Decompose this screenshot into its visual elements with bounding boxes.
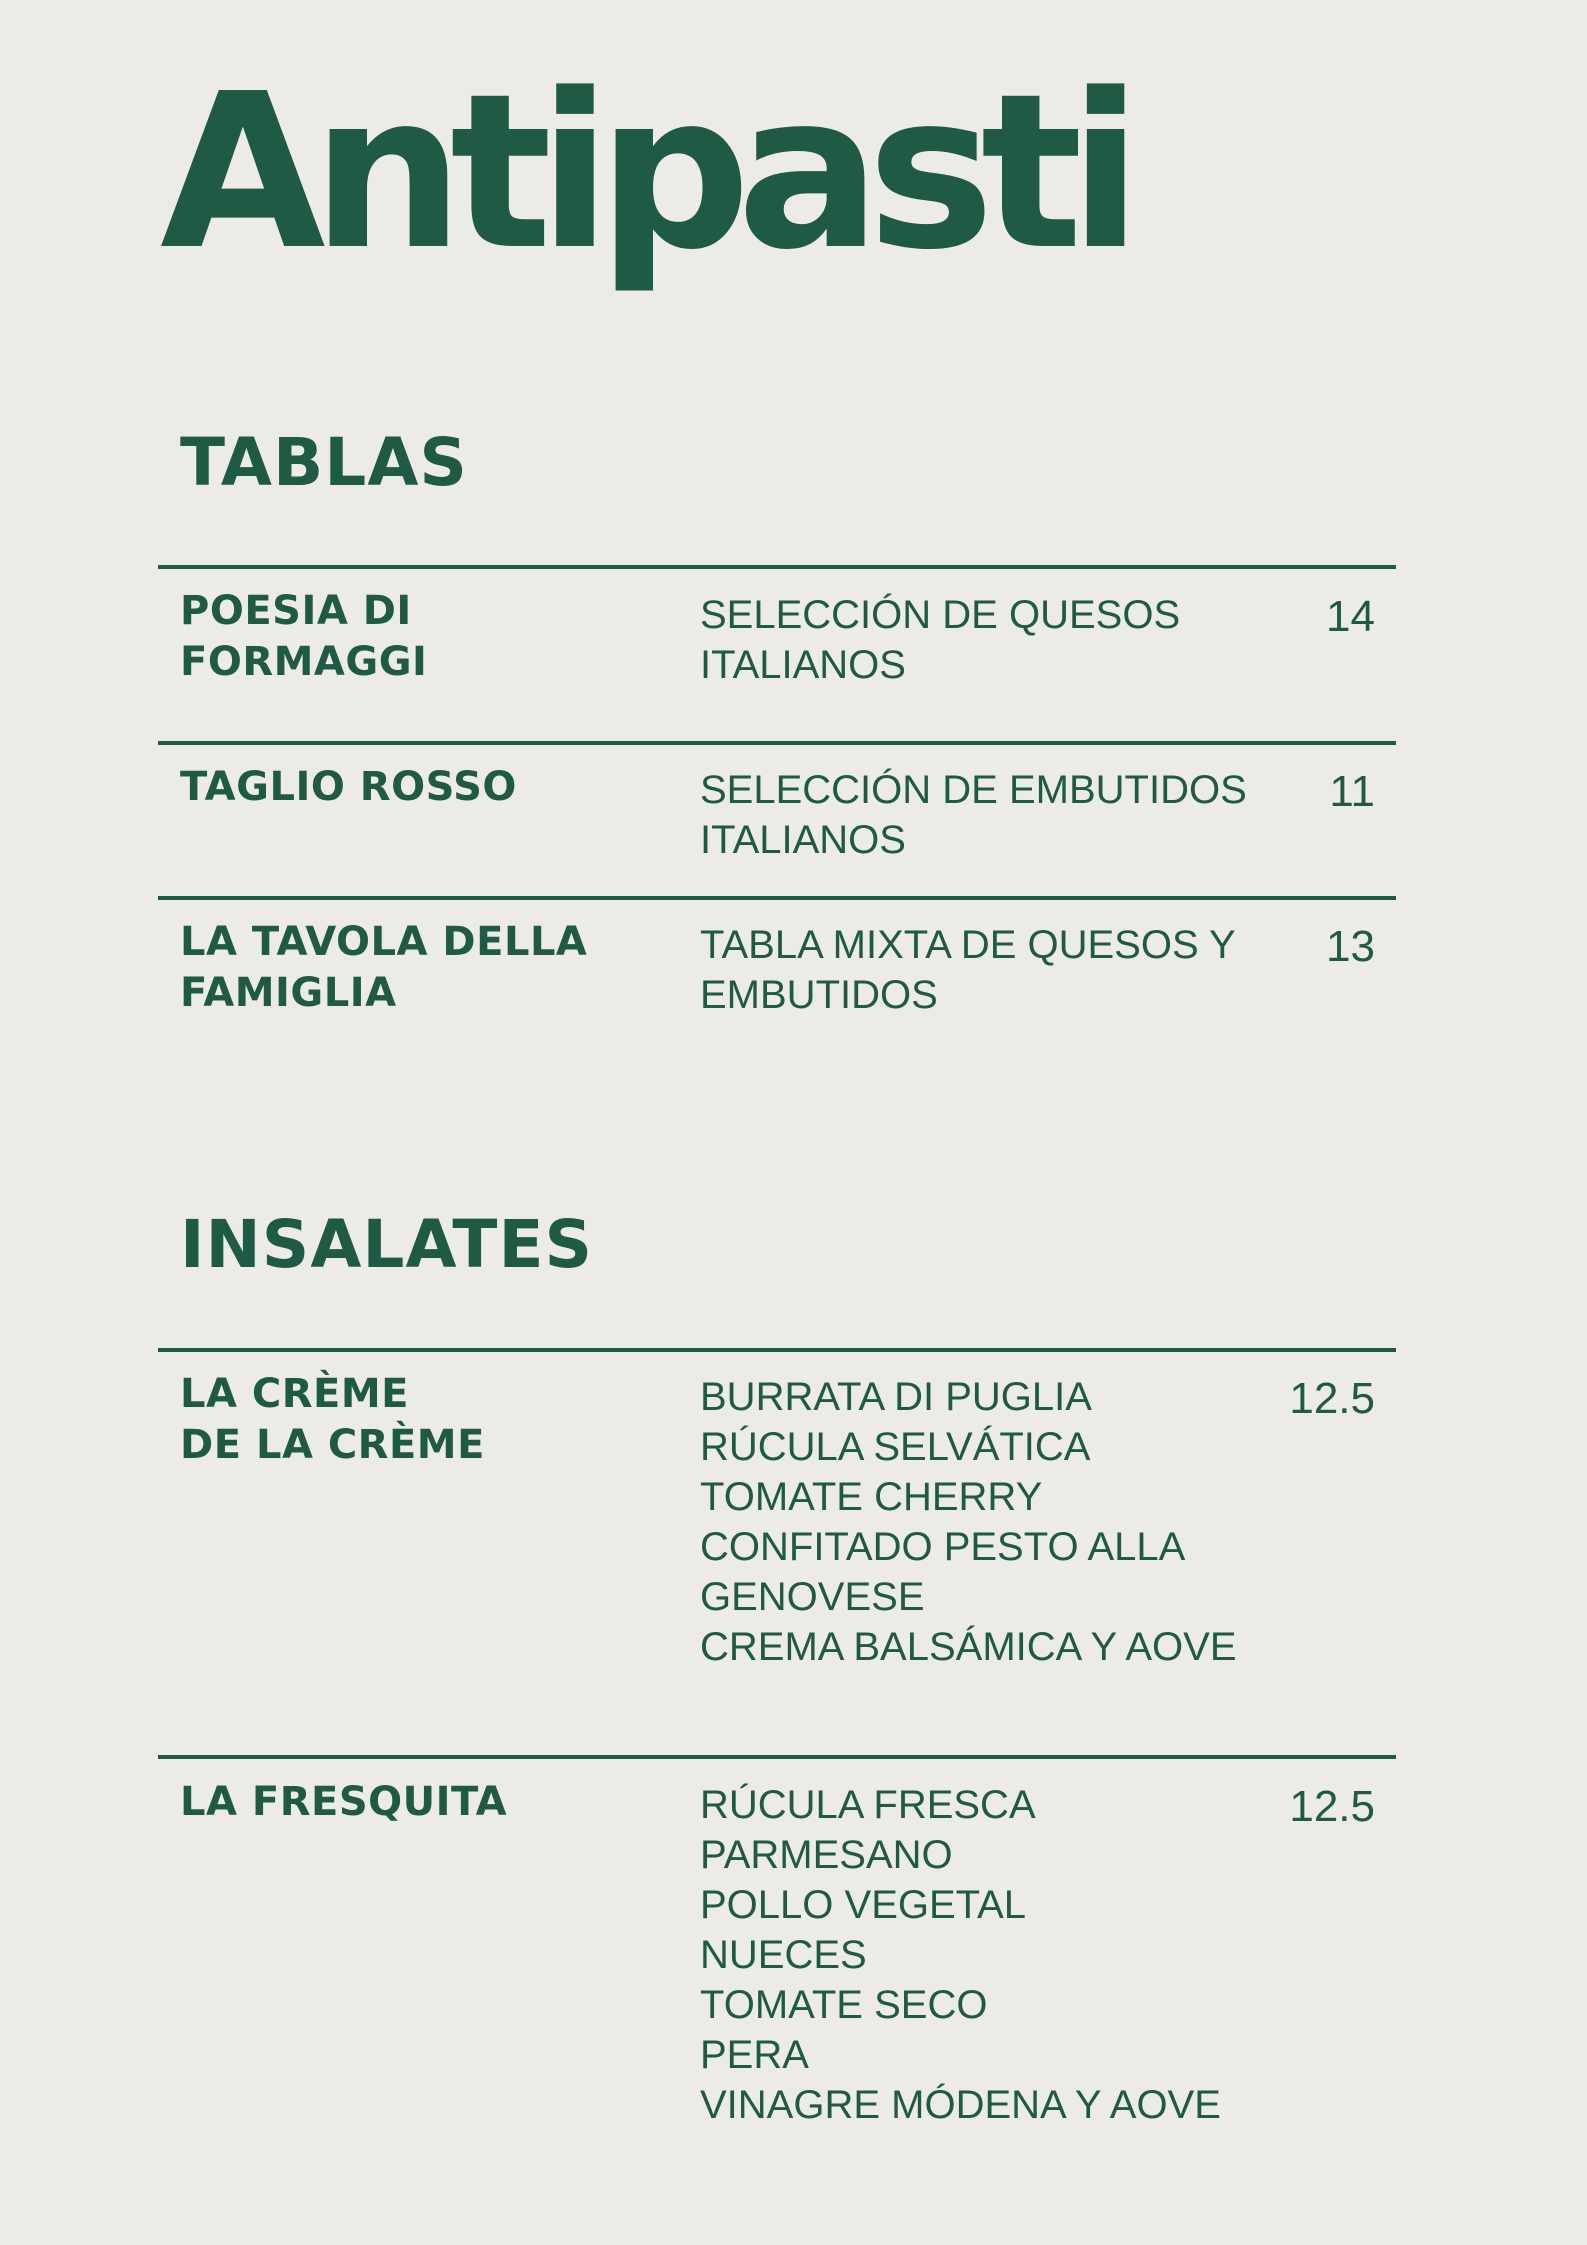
item-description <box>700 1780 1260 2130</box>
item-name: POESIA DI FORMAGGI <box>180 588 428 685</box>
divider <box>158 896 1396 900</box>
description-line: SELECCIÓN DE EMBUTIDOS <box>700 768 1247 812</box>
description-line: RÚCULA SELVÁTICA <box>700 1425 1091 1469</box>
description-line: VINAGRE MÓDENA Y AOVE <box>700 2083 1221 2127</box>
item-description <box>700 590 1260 690</box>
divider <box>158 565 1396 569</box>
item-price: 11 <box>1329 767 1375 816</box>
description-line: NUECES <box>700 1933 867 1977</box>
item-price: 12.5 <box>1289 1374 1375 1423</box>
description-line: POLLO VEGETAL <box>700 1883 1027 1927</box>
description-line: ITALIANOS <box>700 643 906 687</box>
page-title: Antipasti <box>160 48 1129 297</box>
divider <box>158 1348 1396 1352</box>
description-line: TABLA MIXTA DE QUESOS Y <box>700 923 1236 967</box>
description-line: CREMA BALSÁMICA Y AOVE <box>700 1625 1237 1669</box>
item-name: LA CRÈME DE LA CRÈME <box>180 1371 485 1468</box>
item-description <box>700 920 1260 1020</box>
item-price: 14 <box>1326 592 1375 641</box>
item-description <box>700 1372 1260 1672</box>
item-price: 12.5 <box>1289 1782 1375 1831</box>
description-line: TOMATE CHERRY <box>700 1475 1043 1519</box>
divider <box>158 1755 1396 1759</box>
description-line: SELECCIÓN DE QUESOS <box>700 593 1181 637</box>
item-price: 13 <box>1326 922 1375 971</box>
item-name: TAGLIO ROSSO <box>180 764 517 810</box>
item-name: LA FRESQUITA <box>180 1779 508 1825</box>
description-line: BURRATA DI PUGLIA <box>700 1375 1092 1419</box>
description-line: TOMATE SECO <box>700 1983 988 2027</box>
description-line: PERA <box>700 2033 809 2077</box>
description-line: CONFITADO PESTO ALLA <box>700 1525 1186 1569</box>
divider <box>158 741 1396 745</box>
item-description <box>700 765 1260 865</box>
section-heading-insalates: INSALATES <box>180 1206 594 1283</box>
description-line: RÚCULA FRESCA <box>700 1783 1036 1827</box>
section-heading-tablas: TABLAS <box>180 424 468 501</box>
description-line: ITALIANOS <box>700 818 906 862</box>
description-line: PARMESANO <box>700 1833 953 1877</box>
description-line: EMBUTIDOS <box>700 973 938 1017</box>
item-name: LA TAVOLA DELLA FAMIGLIA <box>180 919 588 1016</box>
description-line: GENOVESE <box>700 1575 925 1619</box>
